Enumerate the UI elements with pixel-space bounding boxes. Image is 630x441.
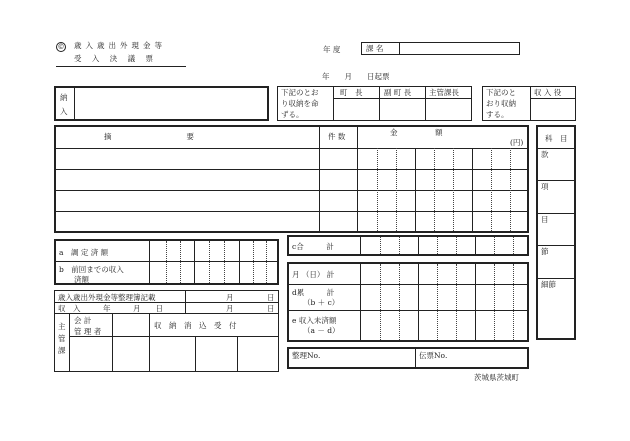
receipt-officer-box — [482, 86, 576, 121]
ledger-row2-day: 日 — [267, 304, 275, 313]
seal-area[interactable] — [113, 337, 148, 370]
approval-instruction-1: 下記のとお — [281, 88, 319, 97]
approval-instruction-2: り収納を命 — [281, 99, 319, 108]
handling-side-label-2: 管 — [58, 334, 66, 343]
mayor-seal-label: 町 長 — [340, 88, 363, 97]
yen-unit: (円) — [510, 138, 524, 147]
officer-seal-label: 収 入 役 — [534, 88, 562, 97]
accounting-label-1: 会 計 — [74, 316, 92, 325]
receipt-instruction-2: おり収納 — [486, 99, 516, 108]
ledger-row1-day: 日 — [267, 293, 275, 302]
ledger-row2-month: 月 — [226, 304, 234, 313]
summary-header: 摘 要 — [104, 132, 194, 141]
account-item-moku: 目 — [541, 215, 549, 224]
section-label: 課 名 — [366, 44, 384, 53]
total-e-label-2: （a － d） — [303, 326, 340, 335]
deputy-mayor-seal-area[interactable] — [384, 101, 420, 118]
amount-header: 金 額 — [390, 128, 443, 137]
issuer-name: 茨城県茨城町 — [474, 373, 519, 382]
ledger-row1-month: 月 — [226, 293, 234, 302]
total-e-label-1: e 収入未済額 — [292, 316, 337, 325]
form-title-line2: 受 入 決 議 票 — [74, 54, 158, 63]
account-item-kan: 款 — [541, 150, 549, 159]
approval-box — [277, 86, 472, 121]
seal-area[interactable] — [196, 337, 236, 370]
chief-seal-area[interactable] — [430, 101, 466, 118]
ledger-row1-label: 歳入歳出外現金等整理簿記載 — [58, 293, 156, 302]
total-d-label-1: d累 計 — [292, 288, 335, 297]
total-d-label-2: （b ＋ c） — [303, 298, 340, 307]
running-totals-box — [287, 262, 529, 342]
check-b-label-2: 済額 — [59, 275, 89, 284]
seal-area[interactable] — [150, 337, 194, 370]
ledger-row2-label: 収 入 年 月 日 — [58, 304, 163, 313]
mayor-seal-area[interactable] — [338, 101, 374, 118]
accounting-label-2: 管 理 者 — [74, 327, 102, 336]
serial-number-label: 整理No. — [292, 351, 321, 360]
account-header: 科 目 — [545, 134, 568, 143]
deputy-mayor-seal-label: 副 町 長 — [384, 88, 412, 97]
slip-number-label: 伝票No. — [419, 351, 448, 360]
account-item-kou: 項 — [541, 182, 549, 191]
count-header: 件 数 — [328, 132, 346, 141]
table-row[interactable] — [56, 170, 319, 190]
payee-label-2: 入 — [60, 107, 68, 116]
payee-label-1: 納 — [60, 93, 68, 102]
ledger-block — [54, 290, 279, 372]
section-name-field[interactable] — [361, 42, 520, 55]
table-row[interactable] — [56, 149, 319, 169]
footer-number-box — [287, 347, 529, 369]
form-title-line1: 歳入歳出外現金等 — [74, 41, 166, 50]
receipt-note: 収 納 消 込 受 付 — [154, 321, 237, 330]
accounting-seal-area[interactable] — [70, 337, 111, 370]
receipt-instruction-3: する。 — [486, 110, 509, 119]
account-item-saisetsu: 細節 — [541, 280, 556, 289]
serial-number-field[interactable] — [325, 351, 411, 365]
chief-seal-label: 主管課長 — [429, 88, 459, 97]
total-c-box — [287, 235, 529, 256]
month-day-total-label: 月 （日） 計 — [292, 270, 335, 279]
slip-number-field[interactable] — [452, 351, 525, 365]
table-row[interactable] — [56, 212, 319, 231]
check-a-label: a 調 定 済 額 — [59, 248, 109, 257]
account-column — [536, 125, 576, 340]
table-row[interactable] — [56, 191, 319, 211]
seal-area[interactable] — [238, 337, 278, 370]
receipt-instruction-1: 下記のと — [486, 88, 516, 97]
date-issued-label: 年 月 日起票 — [322, 72, 390, 81]
total-c-label: c合 計 — [292, 242, 334, 251]
handling-side-label-1: 主 — [58, 322, 66, 331]
check-b-label-1: b 前回までの収入 — [59, 265, 124, 274]
approval-instruction-3: ずる。 — [281, 110, 304, 119]
main-table — [54, 125, 529, 233]
fiscal-year-label: 年 度 — [323, 45, 341, 54]
title-underline — [56, 66, 186, 67]
payee-box[interactable] — [54, 86, 269, 121]
checks-box — [54, 239, 279, 285]
copyright-mark: © — [57, 43, 65, 51]
handling-side-label-3: 課 — [58, 346, 66, 355]
account-item-setsu: 節 — [541, 247, 549, 256]
officer-seal-area[interactable] — [535, 101, 571, 118]
